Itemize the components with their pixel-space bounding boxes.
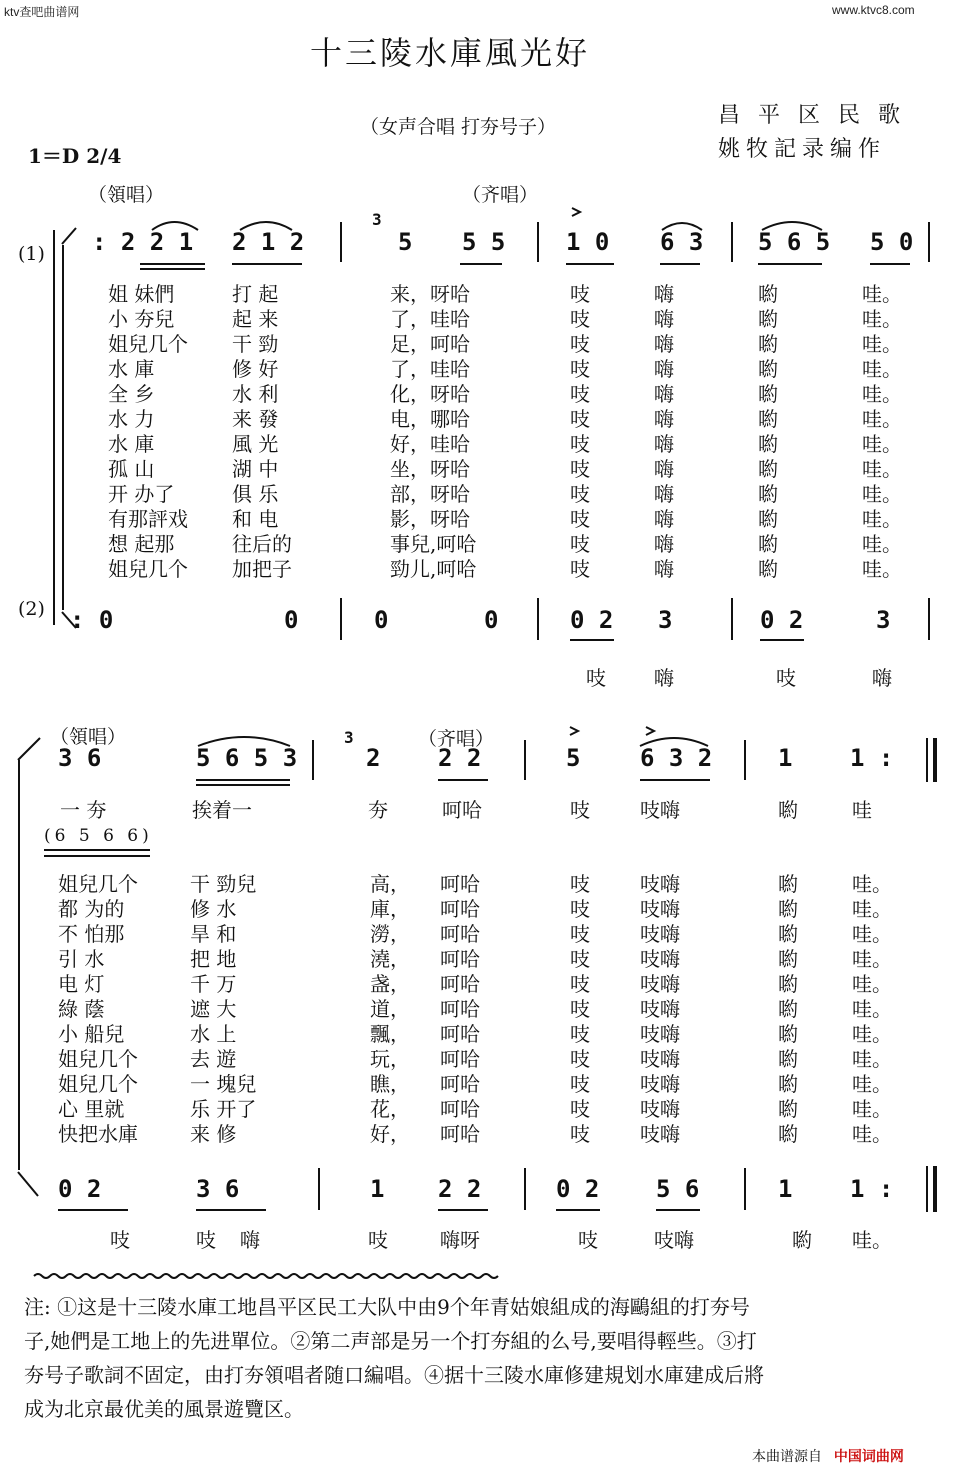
lyric-cell: 引 水 bbox=[58, 947, 105, 971]
lyric-cell: 哇。 bbox=[852, 1047, 892, 1071]
lyric-cell: 嗨 bbox=[654, 532, 674, 556]
lyric-cell: 水 庫 bbox=[108, 432, 155, 456]
s2-first-lyric-6: 吱嗨 bbox=[640, 798, 680, 822]
lyric-cell: 吱 bbox=[570, 482, 590, 506]
s2-v2-lyric-6: 吱 bbox=[578, 1228, 598, 1252]
lyric-cell: 电 灯 bbox=[58, 972, 105, 996]
lyric-cell: 花， bbox=[370, 1097, 410, 1121]
lyric-cell: 呵哈 bbox=[440, 1047, 480, 1071]
lyric-cell: 都 为的 bbox=[58, 897, 125, 921]
lyric-cell: 干 勁兒 bbox=[190, 872, 257, 896]
lyric-cell: 起 来 bbox=[232, 307, 279, 331]
lyric-cell: 喲 bbox=[758, 332, 778, 356]
lyric-cell: 哇。 bbox=[862, 532, 902, 556]
lyric-cell: 嗨 bbox=[654, 407, 674, 431]
lyric-cell: 嗨 bbox=[654, 457, 674, 481]
lyric-cell: 修 好 bbox=[232, 357, 279, 381]
lead-label-1: （領唱） bbox=[88, 184, 165, 206]
lyric-cell: 吱 bbox=[570, 1022, 590, 1046]
brace-tick bbox=[18, 738, 40, 760]
footnote-line-4: 成为北京最优美的風景遊覽区。 bbox=[24, 1397, 304, 1421]
part1-label: (1) bbox=[18, 243, 45, 265]
lyric-cell: 喲 bbox=[778, 972, 798, 996]
lyric-cell: 电，哪哈 bbox=[390, 407, 470, 431]
s1-v1-note-2: 2 1 2 bbox=[232, 228, 305, 256]
lyric-cell: 哇。 bbox=[862, 307, 902, 331]
lyric-cell: 吱嗨 bbox=[640, 972, 680, 996]
lyric-cell: 呵哈 bbox=[440, 922, 480, 946]
lyric-cell: 哇。 bbox=[852, 922, 892, 946]
lyric-cell: 喲 bbox=[758, 307, 778, 331]
lyric-cell: 吱 bbox=[570, 557, 590, 581]
s2-v2-lyric-2: 吱 bbox=[196, 1228, 216, 1252]
lyric-cell: 吱嗨 bbox=[640, 922, 680, 946]
s2-v1-note-6: 6 3 2 bbox=[640, 744, 713, 772]
lyric-cell: 吱 bbox=[570, 897, 590, 921]
s1-v1-note-4: 5 5 bbox=[462, 228, 506, 256]
s2-v2-note-7: 1 bbox=[778, 1175, 793, 1203]
wavy-separator bbox=[34, 1274, 498, 1278]
lyric-cell: 吱 bbox=[570, 307, 590, 331]
lyric-cell: 好，哇哈 bbox=[390, 432, 470, 456]
s2-v2-lyric-7: 吱嗨 bbox=[654, 1228, 694, 1252]
lyric-cell: 吱 bbox=[570, 1047, 590, 1071]
lyric-cell: 喲 bbox=[778, 1022, 798, 1046]
s2-first-lyric-4: 呵哈 bbox=[442, 798, 482, 822]
s2-v2-note-2: 3 6 bbox=[196, 1175, 240, 1203]
lyric-cell: 喲 bbox=[758, 507, 778, 531]
s1-v1-note-7: 5 6 5 bbox=[758, 228, 831, 256]
lyric-cell: 遮 大 bbox=[190, 997, 237, 1021]
slur bbox=[662, 223, 702, 230]
source-site-link[interactable]: 中国词曲网 bbox=[833, 1448, 904, 1464]
lyric-cell: 呵哈 bbox=[440, 1097, 480, 1121]
lyric-cell: 坐，呀哈 bbox=[390, 457, 470, 481]
lyric-cell: 来 發 bbox=[232, 407, 279, 431]
lyric-cell: 哇。 bbox=[852, 872, 892, 896]
lyric-cell: 呵哈 bbox=[440, 972, 480, 996]
lyric-cell: 嗨 bbox=[654, 282, 674, 306]
lyric-cell: 吱 bbox=[570, 282, 590, 306]
s2-v1-note-5: 5 bbox=[566, 744, 581, 772]
lyric-cell: 哇。 bbox=[852, 1097, 892, 1121]
s2-v1-note-2: 5 6 5 3 bbox=[196, 744, 298, 772]
lyric-cell: 吱 bbox=[570, 997, 590, 1021]
s2-v2-lyric-4: 吱 bbox=[368, 1228, 388, 1252]
lyric-cell: 勁儿,呵哈 bbox=[390, 557, 477, 581]
lyric-cell: 姐 妹們 bbox=[108, 282, 175, 306]
lyric-cell: 哇。 bbox=[852, 997, 892, 1021]
slur bbox=[198, 737, 290, 746]
lyric-cell: 千 万 bbox=[190, 972, 237, 996]
lyric-cell: 吱嗨 bbox=[640, 1022, 680, 1046]
footnote-line-3: 夯号子歌詞不固定，由打夯領唱者随口編唱。④据十三陵水庫修建規划水庫建成后將 bbox=[24, 1363, 764, 1387]
lyric-cell: 吱 bbox=[570, 532, 590, 556]
lyric-cell: 姐兒几个 bbox=[108, 332, 188, 356]
lyric-cell: 哇。 bbox=[852, 947, 892, 971]
s2-v1-note-8: 1 : bbox=[850, 744, 894, 772]
lyric-cell: 事兒,呵哈 bbox=[390, 532, 477, 556]
s1-v2-note-3: 0 bbox=[374, 606, 389, 634]
s2-v2-note-1: 0 2 bbox=[58, 1175, 102, 1203]
s1-v2-lyric-2: 嗨 bbox=[654, 666, 674, 690]
lyric-cell: 呵哈 bbox=[440, 1022, 480, 1046]
lyric-cell: 嗨 bbox=[654, 382, 674, 406]
lyric-cell: 来，呀哈 bbox=[390, 282, 470, 306]
lyric-cell: 喲 bbox=[758, 532, 778, 556]
lyric-cell: 喲 bbox=[758, 282, 778, 306]
lyric-cell: 喲 bbox=[778, 897, 798, 921]
lyric-cell: 瞧， bbox=[370, 1072, 410, 1096]
footnote-line-1: 注: ①这是十三陵水庫工地昌平区民工大队中由9个年青姑娘組成的海鷗組的打夯号 bbox=[24, 1295, 750, 1319]
lyric-cell: 了，哇哈 bbox=[390, 307, 470, 331]
lyric-cell: 呵哈 bbox=[440, 897, 480, 921]
brace-tick bbox=[18, 1172, 38, 1196]
s1-v1-note-1: : 2 2 1 bbox=[92, 228, 194, 256]
lyric-cell: 开 办了 bbox=[108, 482, 175, 506]
lyric-cell: 小 夯兒 bbox=[108, 307, 175, 331]
slur bbox=[152, 222, 198, 230]
s1-v1-note-5: 1 0 bbox=[566, 228, 610, 256]
s2-first-lyric-1: 一 夯 bbox=[60, 798, 107, 822]
lyric-cell: 孤 山 bbox=[108, 457, 155, 481]
lead-label-2: （領唱） bbox=[50, 726, 127, 748]
lyric-cell: 喲 bbox=[758, 382, 778, 406]
s2-v2-lyric-8: 喲 bbox=[792, 1228, 812, 1252]
lyric-cell: 喲 bbox=[778, 872, 798, 896]
lyric-cell: 喲 bbox=[778, 1047, 798, 1071]
s1-v2-note-6: 3 bbox=[658, 606, 673, 634]
lyric-cell: 嗨 bbox=[654, 557, 674, 581]
lyric-cell: 嗨 bbox=[654, 482, 674, 506]
lyric-cell: 水 力 bbox=[108, 407, 155, 431]
s1-v2-note-7: 0 2 bbox=[760, 606, 804, 634]
lyric-cell: 道， bbox=[370, 997, 410, 1021]
lyric-cell: 化，呀哈 bbox=[390, 382, 470, 406]
lyric-cell: 哇。 bbox=[862, 482, 902, 506]
lyric-cell: 部，呀哈 bbox=[390, 482, 470, 506]
lyric-cell: 姐兒几个 bbox=[58, 872, 138, 896]
lyric-cell: 去 遊 bbox=[190, 1047, 237, 1071]
s2-v2-note-8: 1 : bbox=[850, 1175, 894, 1203]
lyric-cell: 哇。 bbox=[862, 332, 902, 356]
lyric-cell: 哇。 bbox=[862, 382, 902, 406]
lyric-cell: 吱 bbox=[570, 407, 590, 431]
lyric-cell: 綠 蔭 bbox=[58, 997, 105, 1021]
lyric-cell: 嗨 bbox=[654, 507, 674, 531]
watermark-right: www.ktvc8.com bbox=[832, 3, 915, 17]
lyric-cell: 呵哈 bbox=[440, 947, 480, 971]
s1-v2-lyric-1: 吱 bbox=[586, 666, 606, 690]
lyric-cell: 水 庫 bbox=[108, 357, 155, 381]
lyric-cell: 喲 bbox=[758, 432, 778, 456]
lyric-cell: 庫， bbox=[370, 897, 410, 921]
lyric-cell: 姐兒几个 bbox=[58, 1072, 138, 1096]
chorus-label-2: （齐唱） bbox=[418, 728, 495, 750]
lyric-cell: 吱嗨 bbox=[640, 1072, 680, 1096]
lyric-cell: 快把水庫 bbox=[58, 1122, 138, 1146]
lyric-cell: 干 勁 bbox=[232, 332, 279, 356]
lyric-cell: 不 怕那 bbox=[58, 922, 125, 946]
lyric-cell: 想 起那 bbox=[108, 532, 175, 556]
lyric-cell: 吱 bbox=[570, 947, 590, 971]
s2-v1-note-7: 1 bbox=[778, 744, 793, 772]
part2-label: (2) bbox=[18, 598, 45, 620]
lyric-cell: 喲 bbox=[778, 1122, 798, 1146]
s2-first-lyric-2: 挨着一 bbox=[192, 798, 252, 822]
lyric-cell: 風 光 bbox=[232, 432, 279, 456]
lyric-cell: 哇。 bbox=[852, 1072, 892, 1096]
lyric-cell: 喲 bbox=[758, 557, 778, 581]
lyric-cell: 姐兒几个 bbox=[58, 1047, 138, 1071]
s2-first-lyric-8: 哇 bbox=[852, 798, 872, 822]
s2-first-lyric-3: 夯 bbox=[368, 798, 388, 822]
accent bbox=[572, 208, 580, 216]
lyric-cell: 心 里就 bbox=[58, 1097, 125, 1121]
lyric-cell: 呵哈 bbox=[440, 997, 480, 1021]
chorus-label-1: （齐唱） bbox=[462, 184, 539, 206]
lyric-cell: 俱 乐 bbox=[232, 482, 279, 506]
lyric-cell: 吱嗨 bbox=[640, 872, 680, 896]
lyric-cell: 吱 bbox=[570, 972, 590, 996]
lyric-cell: 吱嗨 bbox=[640, 1047, 680, 1071]
lyric-cell: 喲 bbox=[758, 482, 778, 506]
lyric-cell: 吱嗨 bbox=[640, 997, 680, 1021]
lyric-cell: 喲 bbox=[778, 1072, 798, 1096]
lyric-cell: 高， bbox=[370, 872, 410, 896]
lyric-cell: 有那評戏 bbox=[108, 507, 188, 531]
brace-tick bbox=[62, 612, 76, 628]
key-signature: 1＝D 2/4 bbox=[28, 144, 122, 168]
s2-v1-note-3: 2 bbox=[366, 744, 381, 772]
lyric-cell: 嗨 bbox=[654, 432, 674, 456]
accent bbox=[646, 727, 654, 735]
s2-v2-lyric-9: 哇。 bbox=[852, 1228, 892, 1252]
s1-v2-lyric-3: 吱 bbox=[776, 666, 796, 690]
slur bbox=[640, 738, 708, 746]
lyric-cell: 吱 bbox=[570, 507, 590, 531]
credit-line-2: 姚牧記录编作 bbox=[718, 137, 887, 162]
lyric-cell: 吱 bbox=[570, 382, 590, 406]
s2-first-lyric-7: 喲 bbox=[778, 798, 798, 822]
lyric-cell: 吱嗨 bbox=[640, 897, 680, 921]
s2-first-lyric-5: 吱 bbox=[570, 798, 590, 822]
watermark-left: ktv查吧曲谱网 bbox=[4, 5, 80, 19]
lyric-cell: 盏， bbox=[370, 972, 410, 996]
s2-v2-note-3: 1 bbox=[370, 1175, 385, 1203]
lyric-cell: 喲 bbox=[778, 1097, 798, 1121]
s1-v1-note-6: 6 3 bbox=[660, 228, 704, 256]
lyric-cell: 了，哇哈 bbox=[390, 357, 470, 381]
lyric-cell: 嗨 bbox=[654, 332, 674, 356]
lyric-cell: 吱 bbox=[570, 922, 590, 946]
s1-v2-lyric-4: 嗨 bbox=[872, 666, 892, 690]
lyric-cell: 小 船兒 bbox=[58, 1022, 125, 1046]
lyric-cell: 吱 bbox=[570, 457, 590, 481]
song-title: 十三陵水庫風光好 bbox=[310, 34, 591, 72]
lyric-cell: 吱 bbox=[570, 1122, 590, 1146]
lyric-cell: 澇， bbox=[370, 922, 410, 946]
lyric-cell: 往后的 bbox=[232, 532, 292, 556]
lyric-cell: 嗨 bbox=[654, 357, 674, 381]
s2-grace-note: 3 bbox=[344, 728, 354, 747]
s2-v2-lyric-1: 吱 bbox=[110, 1228, 130, 1252]
lyric-cell: 飄， bbox=[370, 1022, 410, 1046]
lyric-cell: 哇。 bbox=[862, 432, 902, 456]
lyric-cell: 吱 bbox=[570, 1072, 590, 1096]
lyric-cell: 玩， bbox=[370, 1047, 410, 1071]
lyric-cell: 全 乡 bbox=[108, 382, 155, 406]
lyric-cell: 喲 bbox=[758, 357, 778, 381]
s2-variant-notes: (6 5 6 6) bbox=[44, 826, 153, 846]
lyric-cell: 哇。 bbox=[862, 457, 902, 481]
lyric-cell: 嗨 bbox=[654, 307, 674, 331]
lyric-cell: 吱 bbox=[570, 432, 590, 456]
footnote-line-2: 子,她們是工地上的先进單位。②第二声部是另一个打夯組的么号,要唱得輕些。③打 bbox=[24, 1329, 757, 1353]
lyric-cell: 呵哈 bbox=[440, 1072, 480, 1096]
s1-v1-note-3: 5 bbox=[398, 228, 413, 256]
slur bbox=[762, 222, 822, 230]
lyric-cell: 湖 中 bbox=[232, 457, 279, 481]
lyric-cell: 影，呀哈 bbox=[390, 507, 470, 531]
s2-v1-note-1: 3 6 bbox=[58, 744, 102, 772]
lyric-cell: 哇。 bbox=[852, 897, 892, 921]
lyric-cell: 喲 bbox=[778, 947, 798, 971]
s1-v2-note-4: 0 bbox=[484, 606, 499, 634]
lyric-cell: 来 修 bbox=[190, 1122, 237, 1146]
s2-v2-note-6: 5 6 bbox=[656, 1175, 700, 1203]
source-credit bbox=[752, 1446, 904, 1466]
lyric-cell: 哇。 bbox=[852, 1122, 892, 1146]
lyric-cell: 水 上 bbox=[190, 1022, 237, 1046]
lyric-cell: 旱 和 bbox=[190, 922, 237, 946]
lyric-cell: 喲 bbox=[758, 457, 778, 481]
lyric-cell: 姐兒几个 bbox=[108, 557, 188, 581]
lyric-cell: 修 水 bbox=[190, 897, 237, 921]
lyric-cell: 喲 bbox=[778, 997, 798, 1021]
s1-grace-note: 3 bbox=[372, 210, 382, 229]
s1-v2-note-1: : 0 bbox=[70, 606, 114, 634]
song-subtitle: （女声合唱 打夯号子） bbox=[360, 116, 557, 138]
lyric-cell: 哇。 bbox=[862, 357, 902, 381]
lyric-cell: 乐 开了 bbox=[190, 1097, 257, 1121]
lyric-cell: 澆， bbox=[370, 947, 410, 971]
lyric-cell: 吱 bbox=[570, 1097, 590, 1121]
lyric-cell: 吱嗨 bbox=[640, 1097, 680, 1121]
lyric-cell: 足，呵哈 bbox=[390, 332, 470, 356]
lyric-cell: 呵哈 bbox=[440, 872, 480, 896]
accent bbox=[570, 727, 578, 735]
lyric-cell: 和 电 bbox=[232, 507, 279, 531]
slur bbox=[240, 222, 292, 230]
lyric-cell: 哇。 bbox=[852, 972, 892, 996]
source-label: 本曲谱源自 bbox=[752, 1448, 822, 1464]
lyric-cell: 一 塊兒 bbox=[190, 1072, 257, 1096]
s1-v2-note-2: 0 bbox=[284, 606, 299, 634]
s1-v2-note-8: 3 bbox=[876, 606, 891, 634]
s2-v1-note-4: 2 2 bbox=[438, 744, 482, 772]
lyric-cell: 打 起 bbox=[232, 282, 279, 306]
lyric-cell: 吱 bbox=[570, 357, 590, 381]
lyric-cell: 哇。 bbox=[862, 282, 902, 306]
lyric-cell: 喲 bbox=[778, 922, 798, 946]
lyric-cell: 哇。 bbox=[862, 507, 902, 531]
lyric-cell: 好， bbox=[370, 1122, 410, 1146]
lyric-cell: 哇。 bbox=[862, 407, 902, 431]
s2-v2-note-4: 2 2 bbox=[438, 1175, 482, 1203]
lyric-cell: 水 利 bbox=[232, 382, 279, 406]
s1-v2-note-5: 0 2 bbox=[570, 606, 614, 634]
lyric-cell: 哇。 bbox=[862, 557, 902, 581]
s2-v2-note-5: 0 2 bbox=[556, 1175, 600, 1203]
lyric-cell: 吱 bbox=[570, 332, 590, 356]
lyric-cell: 把 地 bbox=[190, 947, 237, 971]
s2-v2-lyric-3: 嗨 bbox=[240, 1228, 260, 1252]
credit-line-1: 昌平区民歌 bbox=[718, 103, 919, 128]
lyric-cell: 加把子 bbox=[232, 557, 292, 581]
lyric-cell: 吱 bbox=[570, 872, 590, 896]
s2-v2-lyric-5: 嗨呀 bbox=[440, 1228, 480, 1252]
lyric-cell: 呵哈 bbox=[440, 1122, 480, 1146]
brace-tick bbox=[62, 228, 76, 244]
lyric-cell: 哇。 bbox=[852, 1022, 892, 1046]
lyric-cell: 喲 bbox=[758, 407, 778, 431]
s1-v1-note-8: 5 0 bbox=[870, 228, 914, 256]
lyric-cell: 吱嗨 bbox=[640, 1122, 680, 1146]
lyric-cell: 吱嗨 bbox=[640, 947, 680, 971]
